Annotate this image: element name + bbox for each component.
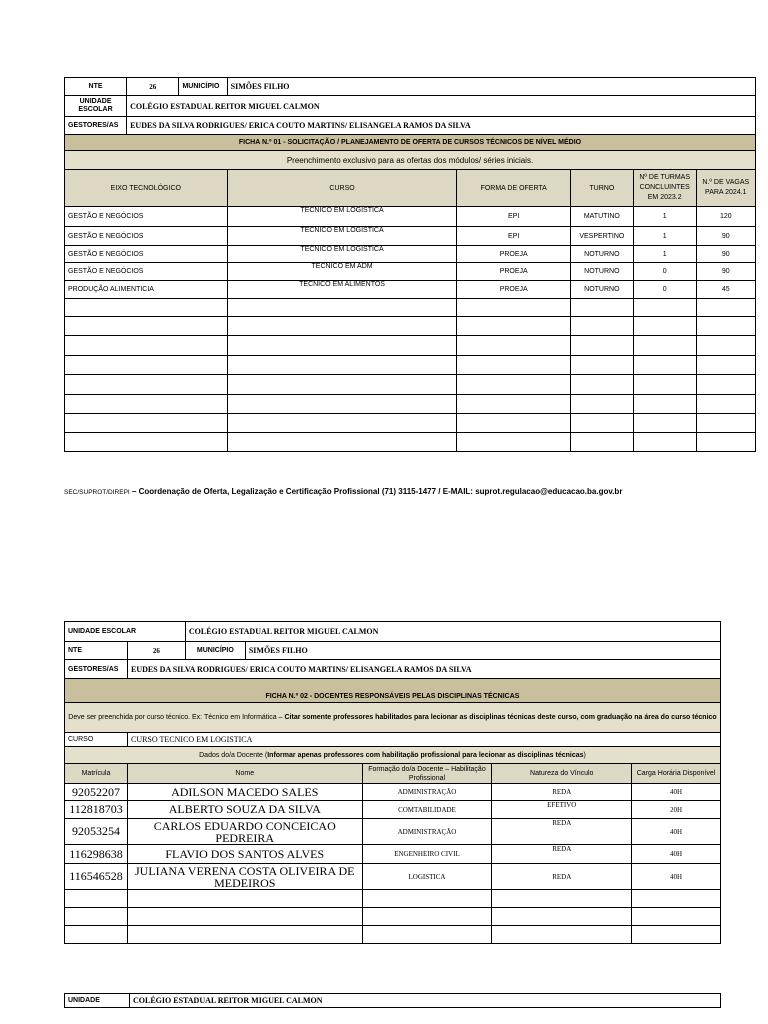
cell-natureza: REDA: [492, 864, 632, 890]
empty-row: [65, 356, 756, 375]
empty-row: [65, 433, 756, 452]
cell-curso: TECNICO EM ADM: [227, 263, 457, 281]
cell-carga: 20H: [632, 801, 721, 819]
cell-vagas: 90: [696, 246, 755, 263]
ficha-01-note: Preenchimento exclusivo para as ofertas dos módulos/ séries iniciais.: [65, 151, 756, 170]
unidade-label: UNIDADE ESCOLAR: [65, 622, 186, 642]
cell-forma: PROEJA: [457, 246, 570, 263]
table-row: [65, 207, 756, 227]
cell-natureza: REDA: [492, 845, 632, 864]
nte-label: NTE: [65, 78, 127, 96]
ficha-02-title: FICHA N.º 02 - DOCENTES RESPONSÁVEIS PELAS DISCIPLINAS TÉCNICAS: [65, 679, 721, 703]
table-row: [65, 801, 721, 819]
municipio-value: SIMÕES FILHO: [227, 78, 755, 96]
cell-matricula: 116546528: [65, 864, 128, 890]
empty-row: [65, 336, 756, 356]
header-nome: Nome: [127, 764, 362, 784]
header-curso: CURSO: [227, 170, 457, 207]
curso-label: CURSO: [65, 733, 128, 747]
table-row: [65, 246, 756, 263]
municipio-value: SIMÕES FILHO: [245, 642, 720, 660]
empty-row: [65, 299, 756, 317]
footer-text: – Coordenação de Oferta, Legalização e Certificação Profissional (71) 3115-1477 / E-MAIL: suprot.regulacao@educacao.ba.gov.br: [129, 487, 623, 496]
gestores-value: EUDES DA SILVA RODRIGUES/ ERICA COUTO MARTINS/ ELISANGELA RAMOS DA SILVA: [127, 660, 720, 679]
cell-forma: EPI: [457, 207, 570, 227]
cell-formacao: COMTABILIDADE: [362, 801, 492, 819]
nte-value: 26: [127, 78, 179, 96]
empty-row: [65, 890, 721, 908]
curso-value: CURSO TECNICO EM LOGISTICA: [127, 733, 720, 747]
gestores-label: GESTORES/AS: [65, 660, 128, 679]
empty-row: [65, 414, 756, 433]
dados-bold: Informar apenas professores com habilitação profissional para lecionar as disciplinas técnicas: [267, 751, 584, 759]
cell-formacao: ADMINISTRAÇÃO: [362, 784, 492, 801]
empty-row: [65, 908, 721, 926]
gestores-label: GESTORES/AS: [65, 117, 127, 135]
cell-eixo: GESTÃO E NEGÓCIOS: [65, 246, 228, 263]
cell-turmas: 0: [633, 263, 696, 281]
cell-nome: ADILSON MACEDO SALES: [127, 784, 362, 801]
cell-carga: 40H: [632, 784, 721, 801]
municipio-label: MUNICÍPIO: [179, 78, 227, 96]
cell-turmas: 1: [633, 246, 696, 263]
header-carga: Carga Horária Disponível: [632, 764, 721, 784]
ficha-02-note: [65, 703, 721, 733]
cell-curso: TECNICO EM LOGÍSTICA: [227, 207, 457, 227]
unidade-label: UNIDADE ESCOLAR: [65, 96, 127, 117]
empty-row: [65, 317, 756, 336]
ficha-02-note-bold: Citar somente professores habilitados para lecionar as disciplinas técnicas deste curso, com graduação na área do curso técnico: [284, 713, 717, 721]
cell-nome: FLAVIO DOS SANTOS ALVES: [127, 845, 362, 864]
ficha-02-note-plain: Deve ser preenchida por curso técnico. Ex: Técnico em Informática –: [68, 713, 285, 721]
cell-turno: VESPERTINO: [570, 227, 633, 246]
unidade-value: COLÉGIO ESTADUAL REITOR MIGUEL CALMON: [185, 622, 720, 642]
cell-natureza: EFETIVO: [492, 801, 632, 819]
cell-matricula: 116298638: [65, 845, 128, 864]
cell-nome: CARLOS EDUARDO CONCEICAO PEDREIRA: [127, 819, 362, 845]
table-row: [65, 227, 756, 246]
table-row: [65, 281, 756, 299]
cell-curso: TECNICO EM ALIMENTOS: [227, 281, 457, 299]
table-row: [65, 864, 721, 890]
municipio-label: MUNICÍPIO: [185, 642, 245, 660]
header-eixo: EIXO TECNOLÓGICO: [65, 170, 228, 207]
table-row: [65, 263, 756, 281]
cell-forma: EPI: [457, 227, 570, 246]
dados-docente: [65, 747, 721, 764]
cell-turmas: 0: [633, 281, 696, 299]
contact-footer: [64, 487, 622, 496]
cell-turno: MATUTINO: [570, 207, 633, 227]
cell-natureza: REDA: [492, 784, 632, 801]
table-row: [65, 784, 721, 801]
cell-eixo: GESTÃO E NEGÓCIOS: [65, 207, 228, 227]
cell-turmas: 1: [633, 207, 696, 227]
cell-turno: NOTURNO: [570, 246, 633, 263]
cell-forma: PROEJA: [457, 281, 570, 299]
ficha-01-table: [64, 77, 756, 452]
unidade-value: COLÉGIO ESTADUAL REITOR MIGUEL CALMON: [127, 96, 756, 117]
cell-matricula: 92053254: [65, 819, 128, 845]
cell-carga: 40H: [632, 864, 721, 890]
cell-eixo: PRODUÇÃO ALIMENTICIA: [65, 281, 228, 299]
cell-carga: 40H: [632, 845, 721, 864]
empty-row: [65, 926, 721, 944]
header-vagas: N.º DE VAGAS PARA 2024.1: [696, 170, 755, 207]
unidade-label: UNIDADE: [65, 994, 130, 1008]
nte-label: NTE: [65, 642, 128, 660]
ficha-02-table: [64, 621, 721, 944]
dados-plain: Dados do/a Docente (: [199, 751, 268, 759]
cell-forma: PROEJA: [457, 263, 570, 281]
cell-vagas: 90: [696, 263, 755, 281]
header-formacao: Formação do/a Docente – Habilitação Profissional: [362, 764, 492, 784]
cell-formacao: ENGENHEIRO CIVIL: [362, 845, 492, 864]
cell-curso: TECNICO EM LOGÍSTICA: [227, 246, 457, 263]
cell-turno: NOTURNO: [570, 281, 633, 299]
header-turmas: Nº DE TURMAS CONCLUINTES EM 2023.2: [633, 170, 696, 207]
header-natureza: Natureza do Vínculo: [492, 764, 632, 784]
header-matricula: Matrícula: [65, 764, 128, 784]
cell-nome: ALBERTO SOUZA DA SILVA: [127, 801, 362, 819]
header-forma: FORMA DE OFERTA: [457, 170, 570, 207]
unidade-value: COLÉGIO ESTADUAL REITOR MIGUEL CALMON: [130, 994, 721, 1008]
empty-row: [65, 395, 756, 414]
footer-prefix: SEC/SUPROT/DIREPI: [64, 489, 130, 496]
cell-formacao: ADMINISTRAÇÃO: [362, 819, 492, 845]
nte-value: 26: [127, 642, 185, 660]
cell-curso: TECNICO EM LOGÍSTICA: [227, 227, 457, 246]
cell-turno: NOTURNO: [570, 263, 633, 281]
cell-nome: JULIANA VERENA COSTA OLIVEIRA DE MEDEIROS: [127, 864, 362, 890]
table-row: [65, 819, 721, 845]
cell-carga: 40H: [632, 819, 721, 845]
cell-vagas: 120: [696, 207, 755, 227]
empty-row: [65, 375, 756, 395]
cell-turmas: 1: [633, 227, 696, 246]
cell-vagas: 90: [696, 227, 755, 246]
ficha-03-table: [64, 993, 721, 1008]
cell-eixo: GESTÃO E NEGÓCIOS: [65, 263, 228, 281]
header-turno: TURNO: [570, 170, 633, 207]
cell-eixo: GESTÃO E NEGÓCIOS: [65, 227, 228, 246]
cell-matricula: 112818703: [65, 801, 128, 819]
ficha-01-title: FICHA N.º 01 - SOLICITAÇÃO / PLANEJAMENTO DE OFERTA DE CURSOS TÉCNICOS DE NÍVEL MÉDIO: [65, 135, 756, 151]
table-row: [65, 845, 721, 864]
dados-end: ): [583, 751, 586, 759]
cell-natureza: REDA: [492, 819, 632, 845]
gestores-value: EUDES DA SILVA RODRIGUES/ ERICA COUTO MARTINS/ ELISANGELA RAMOS DA SILVA: [127, 117, 756, 135]
cell-matricula: 92052207: [65, 784, 128, 801]
cell-vagas: 45: [696, 281, 755, 299]
cell-formacao: LOGISTICA: [362, 864, 492, 890]
